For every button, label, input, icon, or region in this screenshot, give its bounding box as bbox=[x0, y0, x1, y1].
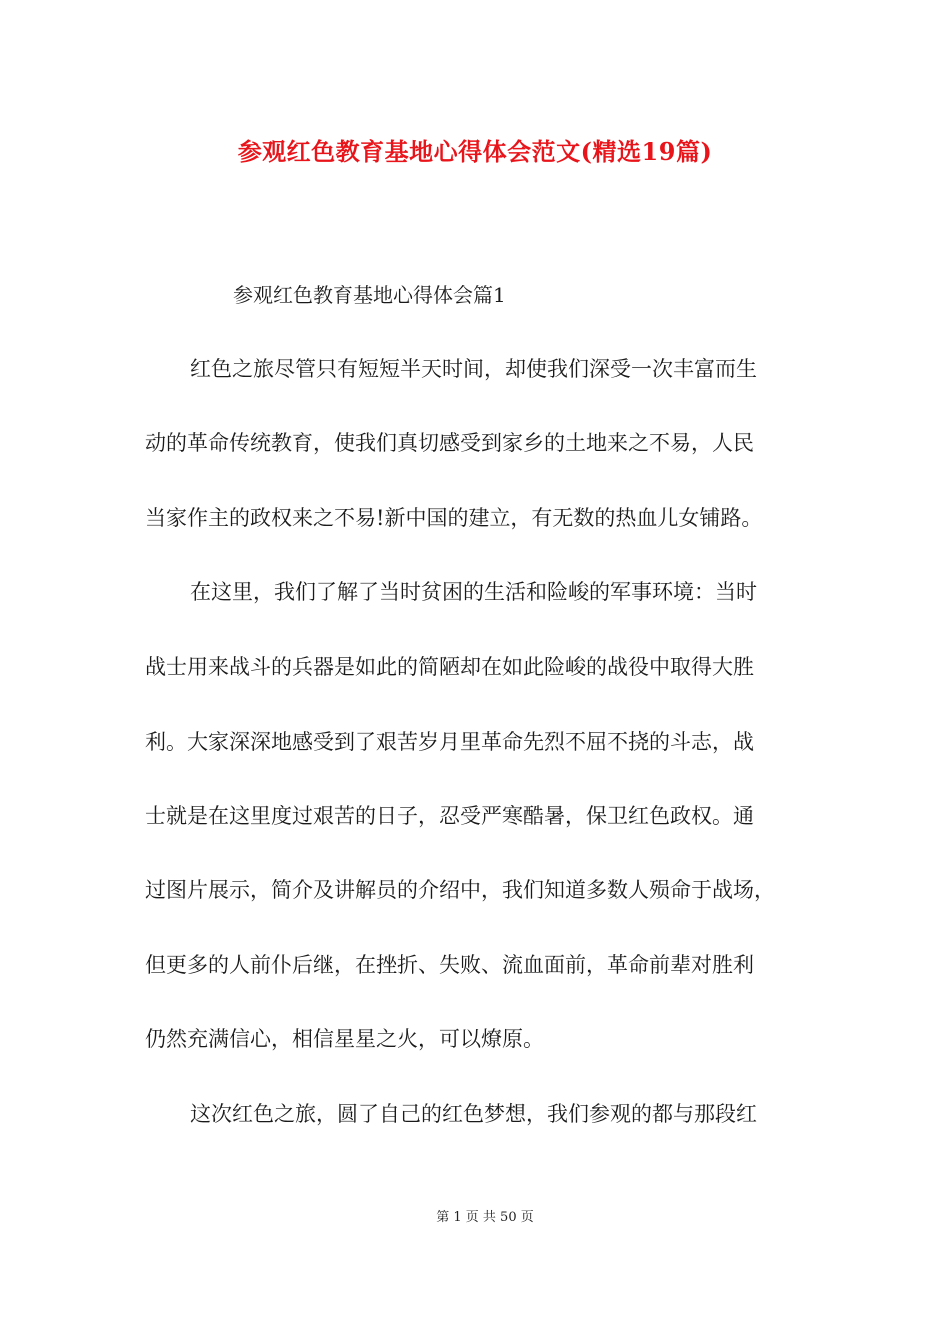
section-heading: 参观红色教育基地心得体会篇1 bbox=[233, 283, 506, 307]
paragraph-line: 在这里，我们了解了当时贫困的生活和险峻的军事环境：当时 bbox=[190, 580, 757, 604]
document-title: 参观红色教育基地心得体会范文(精选19篇) bbox=[237, 137, 713, 166]
paragraph-line: 利。大家深深地感受到了艰苦岁月里革命先烈不屈不挠的斗志，战 bbox=[145, 730, 754, 754]
paragraph-line: 红色之旅尽管只有短短半天时间，却使我们深受一次丰富而生 bbox=[190, 357, 757, 381]
paragraph-line: 士就是在这里度过艰苦的日子，忍受严寒酷暑，保卫红色政权。通 bbox=[145, 804, 754, 828]
paragraph-line: 当家作主的政权来之不易!新中国的建立，有无数的热血儿女铺路。 bbox=[145, 506, 763, 530]
paragraph-line: 过图片展示，简介及讲解员的介绍中，我们知道多数人殒命于战场， bbox=[145, 878, 775, 902]
paragraph-line: 战士用来战斗的兵器是如此的简陋却在如此险峻的战役中取得大胜 bbox=[145, 655, 754, 679]
paragraph-line: 这次红色之旅，圆了自己的红色梦想，我们参观的都与那段红 bbox=[190, 1102, 757, 1126]
paragraph-line: 动的革命传统教育，使我们真切感受到家乡的土地来之不易，人民 bbox=[145, 431, 754, 455]
paragraph-line: 仍然充满信心，相信星星之火，可以燎原。 bbox=[145, 1027, 544, 1051]
page-number-footer: 第 1 页 共 50 页 bbox=[436, 1210, 534, 1225]
paragraph-line: 但更多的人前仆后继，在挫折、失败、流血面前，革命前辈对胜利 bbox=[145, 953, 754, 977]
